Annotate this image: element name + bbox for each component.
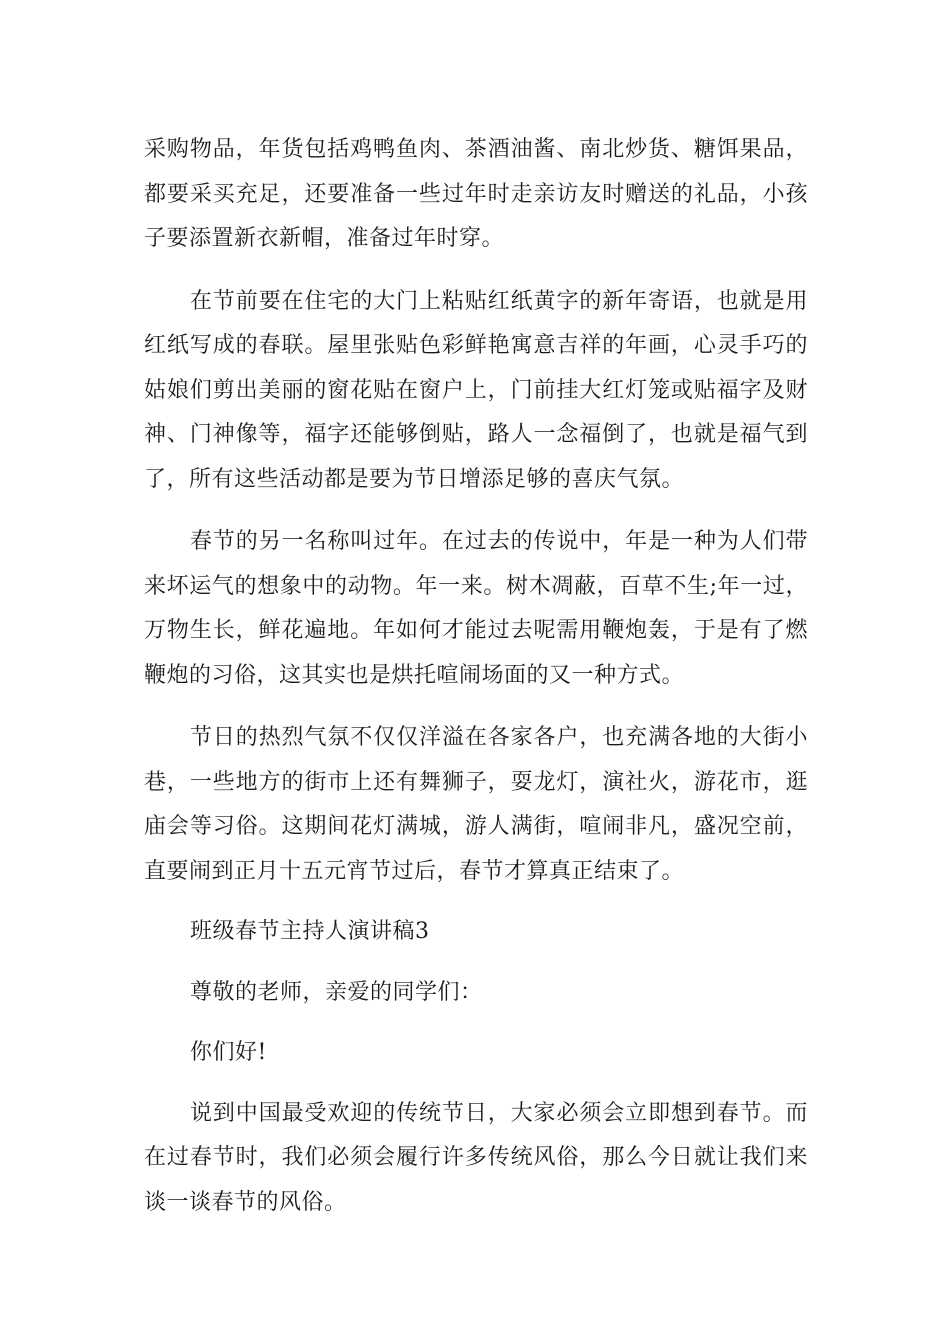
text-line: 说到中国最受欢迎的传统节日，大家必须会立即想到春节。而 — [190, 1100, 808, 1126]
text-line: 直要闹到正月十五元宵节过后，春节才算真正结束了。 — [144, 858, 685, 884]
greeting — [144, 1031, 808, 1076]
paragraph-8 — [144, 1092, 808, 1226]
text-line: 春节的另一名称叫过年。在过去的传说中，年是一种为人们带 — [190, 529, 808, 554]
document-body — [144, 128, 808, 1225]
text-line: 在节前要在住宅的大门上粘贴红纸黄字的新年寄语，也就是用 — [190, 288, 808, 314]
text-line: 庙会等习俗。这期间花灯满城，游人满街，喧闹非凡，盛况空前， — [144, 814, 808, 839]
paragraph-2 — [144, 280, 808, 503]
text-line: 姑娘们剪出美丽的窗花贴在窗户上，门前挂大红灯笼或贴福字及财 — [144, 377, 808, 403]
text-line: 采购物品，年货包括鸡鸭鱼肉、茶酒油酱、南北炒货、糖饵果品， — [144, 137, 808, 162]
text-line: 了，所有这些活动都是要为节日增添足够的喜庆气氛。 — [144, 466, 685, 492]
salutation-text: 尊敬的老师，亲爱的同学们： — [190, 979, 483, 1005]
text-line: 节日的热烈气氛不仅仅洋溢在各家各户，也充满各地的大街小 — [190, 725, 808, 750]
text-line: 巷，一些地方的街市上还有舞狮子，耍龙灯，演社火，游花市，逛 — [144, 769, 808, 795]
text-line: 万物生长，鲜花遍地。年如何才能过去呢需用鞭炮轰，于是有了燃 — [144, 618, 808, 643]
heading-text: 班级春节主持人演讲稿3 — [190, 919, 430, 944]
text-line: 红纸写成的春联。屋里张贴色彩鲜艳寓意吉祥的年画，心灵手巧的 — [144, 333, 808, 358]
paragraph-4 — [144, 716, 808, 894]
greeting-text: 你们好! — [190, 1040, 267, 1065]
text-line: 都要采买充足，还要准备一些过年时走亲访友时赠送的礼品，小孩 — [144, 181, 808, 207]
section-heading — [144, 910, 808, 955]
text-line: 神、门神像等，福字还能够倒贴，路人一念福倒了，也就是福气到 — [144, 422, 808, 447]
paragraph-1 — [144, 128, 808, 262]
paragraph-3 — [144, 520, 808, 698]
text-line: 鞭炮的习俗，这其实也是烘托喧闹场面的又一种方式。 — [144, 662, 685, 688]
text-line: 在过春节时，我们必须会履行许多传统风俗，那么今日就让我们来 — [144, 1145, 808, 1170]
text-line: 子要添置新衣新帽，准备过年时穿。 — [144, 226, 505, 251]
salutation — [144, 971, 808, 1016]
text-line: 谈一谈春节的风俗。 — [144, 1189, 347, 1215]
text-line: 来坏运气的想象中的动物。年一来。树木凋蔽，百草不生;年一过， — [144, 573, 808, 599]
